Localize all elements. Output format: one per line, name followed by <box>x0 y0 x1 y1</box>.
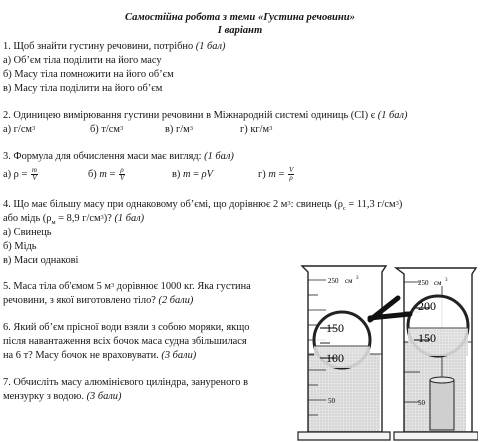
right-scale-50: 50 <box>418 399 425 407</box>
left-mag-150: 150 <box>326 321 344 335</box>
fraction-rho-over-v: $\frac{\rho}{V}$ <box>119 166 125 183</box>
question-6-line-2: після навантаження всіх бочок маса судна збільшилася <box>3 336 247 347</box>
question-3-points: (1 бал) <box>204 151 234 162</box>
right-scale-250: 250 <box>418 279 429 287</box>
left-scale-50: 50 <box>328 397 335 405</box>
right-mag-150: 150 <box>418 331 436 345</box>
left-scale-250: 250 <box>328 277 339 285</box>
question-7-line-2: мензурку з водою. (3 бали) <box>3 391 122 402</box>
question-4-points: (1 бал) <box>114 213 145 224</box>
question-4-option-c: в) Маси однакові <box>3 255 79 266</box>
worksheet-title: Самостійна робота з теми «Густина речовини» <box>125 12 355 23</box>
right-magnifier-icon <box>370 296 468 356</box>
question-2-points: (1 бал) <box>377 110 408 121</box>
question-3-option-c: в) m = ρV <box>172 169 213 180</box>
question-2 <box>3 110 407 122</box>
question-4-option-b: б) Мідь <box>3 241 37 252</box>
left-unit: см <box>345 277 353 285</box>
question-5: 5. Маса тіла об'ємом 5 $м^3$ дорівнює 1000 кг. Яка густина <box>3 281 251 292</box>
question-6: 6. Який об’єм прісної води взяли з собою моряки, якщо <box>3 322 250 333</box>
question-2-option-a: а) $г/см^3$ <box>3 124 36 135</box>
left-magnifier-icon <box>314 298 398 368</box>
svg-text:3: 3 <box>445 278 448 283</box>
fraction-v-over-rho: $\frac{V}{\rho}$ <box>288 166 294 183</box>
question-5-line-2: речовини, з якої виготовлено тіло? (2 бали) <box>3 295 194 306</box>
right-mag-200: 200 <box>418 299 436 313</box>
question-1-option-a: а) Об’єм тіла поділити на його масу <box>3 55 162 66</box>
left-mag-100: 100 <box>326 351 344 365</box>
question-1-points: (1 бал) <box>195 41 226 52</box>
question-3 <box>3 151 234 163</box>
question-1-option-c: в) Масу тіла поділити на його об’єм <box>3 83 163 94</box>
svg-text:3: 3 <box>356 276 359 281</box>
question-7: 7. Обчисліть масу алюмінієвого циліндра, зануреного в <box>3 377 249 388</box>
question-1-option-b: б) Масу тіла помножити на його об’єм <box>3 69 174 80</box>
question-1-text: 1. Щоб знайти густину речовини, потрібно <box>3 41 196 52</box>
question-2-option-c: в) $г/м^3$ <box>165 124 193 135</box>
question-1 <box>3 41 225 53</box>
question-4-line-2: або мідь ($\rho_м = 8,9$ $г/см^3$)? (1 бал) <box>3 213 145 227</box>
question-2-text: 2. Одиницею вимірювання густини речовини в Міжнародній системі одиниць (СІ) є <box>3 110 378 121</box>
question-2-option-d: г) $кг/м^3$ <box>240 124 273 135</box>
question-3-option-d: г) m = $\frac{V}{\rho}$ <box>258 166 294 183</box>
question-3-option-b: б) m = $\frac{\rho}{V}$ <box>88 166 125 183</box>
question-4: 4. Що має більшу масу при однаковому об’ємі, що дорівнює 2 $м^3$: свинець ($\rho_с = 11,3$ $г/см^3$) <box>3 199 403 213</box>
question-4-option-a: а) Свинець <box>3 227 52 238</box>
question-2-option-b: б) $т/см^3$ <box>90 124 124 135</box>
variant-label: I варіант <box>217 25 263 36</box>
measuring-cylinders-figure <box>290 258 478 442</box>
question-6-line-3: на 6 т? Масу бочок не враховувати. (3 бали) <box>3 350 197 361</box>
question-6-points: (3 бали) <box>161 350 197 361</box>
right-unit: см <box>434 279 442 287</box>
question-5-points: (2 бали) <box>158 295 194 306</box>
question-3-option-a: а) ρ = $\frac{m}{V}$ <box>3 166 37 183</box>
fraction-m-over-v: $\frac{m}{V}$ <box>31 166 37 183</box>
question-7-points: (3 бали) <box>86 391 122 402</box>
question-3-text: 3. Формула для обчислення маси має вигляд: <box>3 151 205 162</box>
